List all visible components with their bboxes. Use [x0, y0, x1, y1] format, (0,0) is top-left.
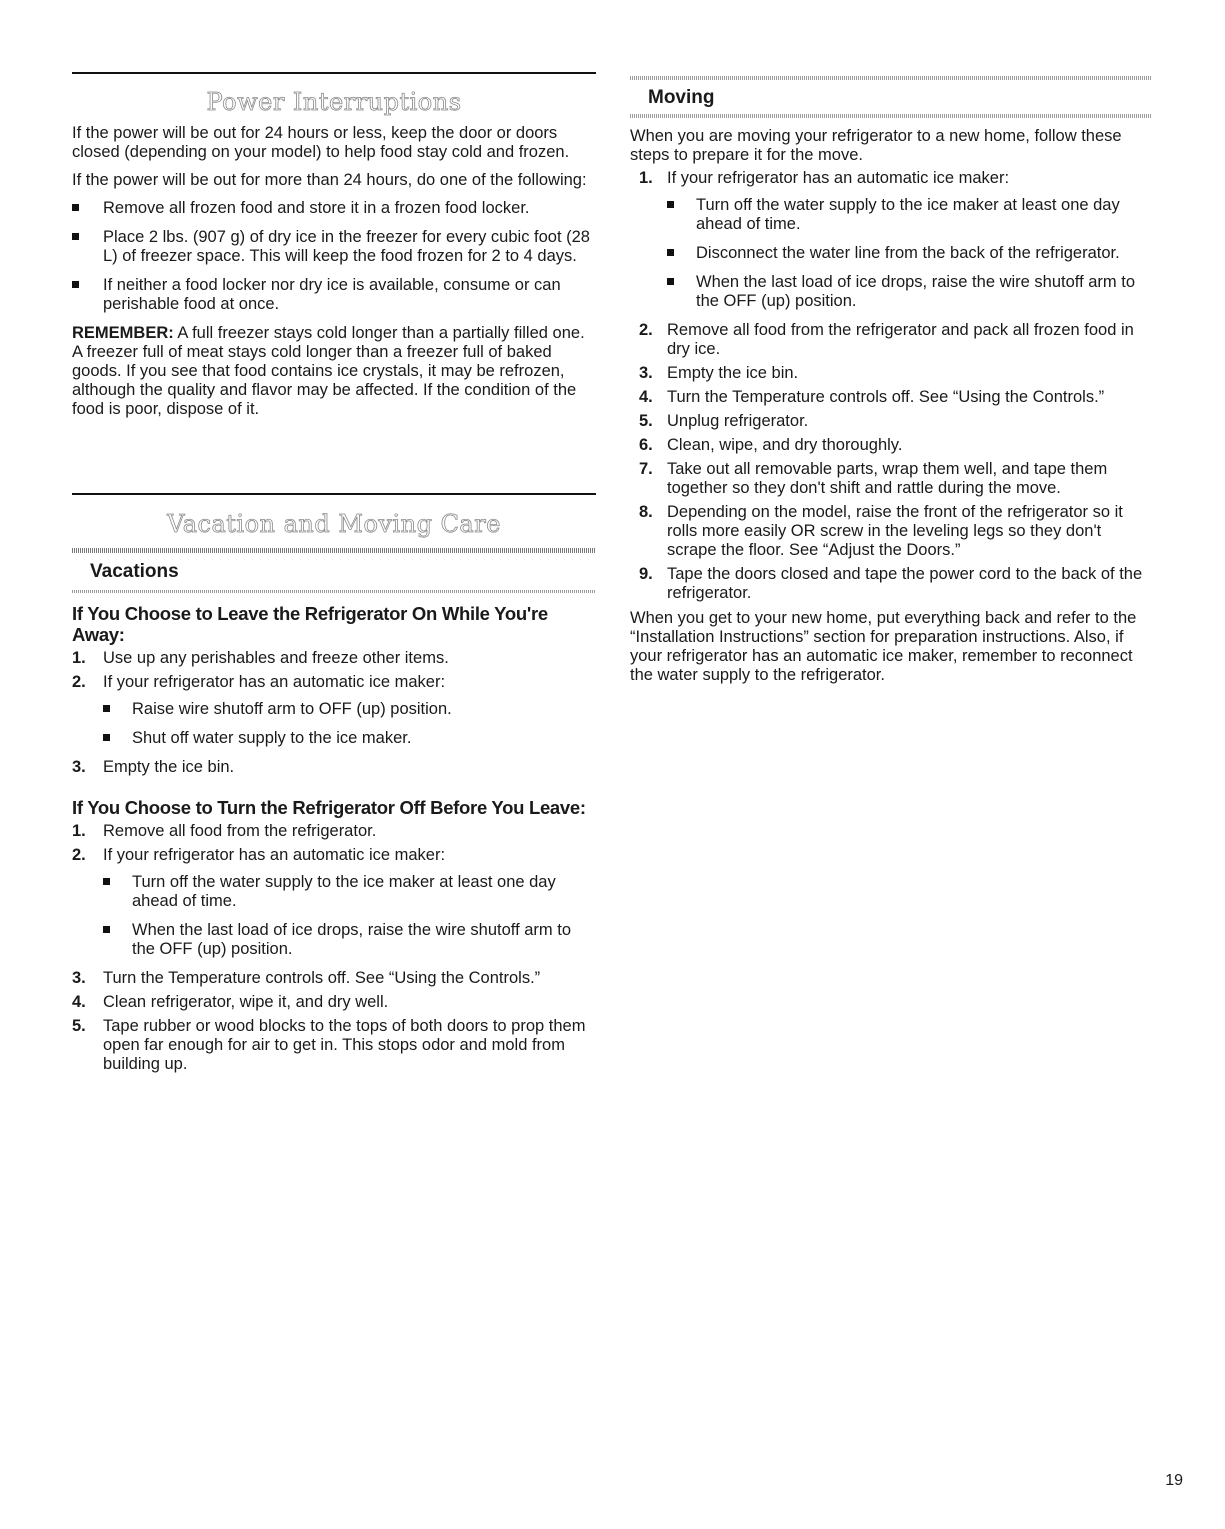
list-item: Shut off water supply to the ice maker.	[103, 729, 596, 748]
turn-off-heading: If You Choose to Turn the Refrigerator Off Before You Leave:	[72, 797, 586, 818]
list-item: 2. If your refrigerator has an automatic ice maker: Raise wire shutoff arm to OFF (up) position. Shut off water supply to the ice maker.	[72, 673, 596, 748]
square-bullet-icon	[667, 249, 674, 256]
power-interruptions-title: Power Interruptions	[206, 88, 462, 116]
list-item: 1. If your refrigerator has an automatic ice maker: Turn off the water supply to the ice maker at least one day ahead of time. Disconnect the water line from the back of the refrigerator. When the last load of ice drops, raise the wire shutoff arm to the OFF (up) position.	[639, 169, 1152, 311]
vacation-moving-title: Vacation and Moving Care	[167, 510, 501, 538]
list-item: 3. Empty the ice bin.	[639, 364, 799, 382]
square-bullet-icon	[667, 278, 674, 285]
numbered-list	[72, 649, 596, 777]
list-item: Raise wire shutoff arm to OFF (up) position.	[103, 700, 596, 719]
list-item: 8. Depending on the model, raise the front of the refrigerator so it rolls more easily OR screw in the leveling legs so they don't scrape the floor. See “Adjust the Doors.”	[639, 503, 1123, 559]
square-bullet-icon	[72, 281, 79, 288]
paragraph: If the power will be out for more than 24 hours, do one of the following:	[72, 171, 587, 189]
list-item: Turn off the water supply to the ice maker at least one day ahead of time.	[667, 196, 1152, 234]
moving-body	[630, 127, 1152, 694]
square-bullet-icon	[72, 204, 79, 211]
list-item: 5. Unplug refrigerator.	[639, 412, 809, 430]
dotted-rule	[72, 548, 596, 553]
remember-note: REMEMBER: A full freezer stays cold longer than a partially filled one. A freezer full of meat stays cold longer than a freezer full of baked goods. If you see that food contains ice crystals, it may be refrozen, although the quality and flavor may be affected. If the condition of the food is poor, dispose of it.	[72, 324, 585, 418]
list-item: 7. Take out all removable parts, wrap them well, and tape them together so they don't shift and rattle during the move.	[639, 460, 1108, 497]
numbered-list	[72, 822, 596, 1074]
list-item: 1. Use up any perishables and freeze other items.	[72, 649, 449, 667]
dotted-rule	[72, 590, 596, 593]
list-item: Place 2 lbs. (907 g) of dry ice in the freezer for every cubic foot (28 L) of freezer space. This will keep the food frozen for 2 to 4 days.	[72, 228, 596, 266]
paragraph: When you get to your new home, put everything back and refer to the “Installation Instructions” section for preparation instructions. Also, if your refrigerator has an automatic ice maker, remember to reconnect the water supply to the refrigerator.	[630, 609, 1137, 684]
moving-heading: Moving	[648, 87, 715, 108]
paragraph: When you are moving your refrigerator to a new home, follow these steps to prepare it for the move.	[630, 127, 1122, 164]
list-item: When the last load of ice drops, raise the wire shutoff arm to the OFF (up) position.	[667, 273, 1152, 311]
list-item: 3. Empty the ice bin.	[72, 758, 235, 776]
list-item: 4. Clean refrigerator, wipe it, and dry well.	[72, 993, 389, 1011]
leave-on-heading: If You Choose to Leave the Refrigerator On While You're Away:	[72, 603, 548, 645]
top-rule	[72, 72, 596, 74]
list-item: 1. Remove all food from the refrigerator.	[72, 822, 377, 840]
vacations-heading: Vacations	[90, 561, 179, 582]
dotted-rule	[630, 114, 1152, 118]
turn-off-body	[72, 797, 596, 1080]
vacations-body	[72, 603, 596, 783]
square-bullet-icon	[72, 233, 79, 240]
dotted-rule	[630, 76, 1152, 80]
square-bullet-icon	[103, 734, 110, 741]
square-bullet-icon	[103, 926, 110, 933]
list-item: When the last load of ice drops, raise the wire shutoff arm to the OFF (up) position.	[103, 921, 596, 959]
power-interruptions-body	[72, 124, 596, 428]
list-item: 2. If your refrigerator has an automatic ice maker: Turn off the water supply to the ice maker at least one day ahead of time. When the last load of ice drops, raise the wire shutoff arm to the OFF (up) position.	[72, 846, 596, 959]
square-bullet-icon	[667, 201, 674, 208]
square-bullet-icon	[103, 705, 110, 712]
section-rule	[72, 493, 596, 495]
list-item: Turn off the water supply to the ice maker at least one day ahead of time.	[103, 873, 596, 911]
bullet-list	[667, 196, 1152, 311]
list-item: 6. Clean, wipe, and dry thoroughly.	[639, 436, 903, 454]
list-item: If neither a food locker nor dry ice is available, consume or can perishable food at once.	[72, 276, 596, 314]
numbered-list	[630, 169, 1152, 603]
list-item: Disconnect the water line from the back of the refrigerator.	[667, 244, 1152, 263]
list-item: 4. Turn the Temperature controls off. See “Using the Controls.”	[639, 388, 1105, 406]
list-item: 5. Tape rubber or wood blocks to the tops of both doors to prop them open far enough for air to get in. This stops odor and mold from building up.	[72, 1017, 586, 1073]
paragraph: If the power will be out for 24 hours or less, keep the door or doors closed (depending on your model) to help food stay cold and frozen.	[72, 124, 570, 161]
page-number: 19	[1165, 1472, 1183, 1489]
square-bullet-icon	[103, 878, 110, 885]
bullet-list	[72, 199, 596, 314]
list-item: Remove all frozen food and store it in a frozen food locker.	[72, 199, 596, 218]
list-item: 3. Turn the Temperature controls off. See “Using the Controls.”	[72, 969, 541, 987]
list-item: 2. Remove all food from the refrigerator and pack all frozen food in dry ice.	[639, 321, 1134, 358]
list-item: 9. Tape the doors closed and tape the power cord to the back of the refrigerator.	[639, 565, 1143, 602]
bullet-list	[103, 873, 596, 959]
bullet-list	[103, 700, 596, 748]
